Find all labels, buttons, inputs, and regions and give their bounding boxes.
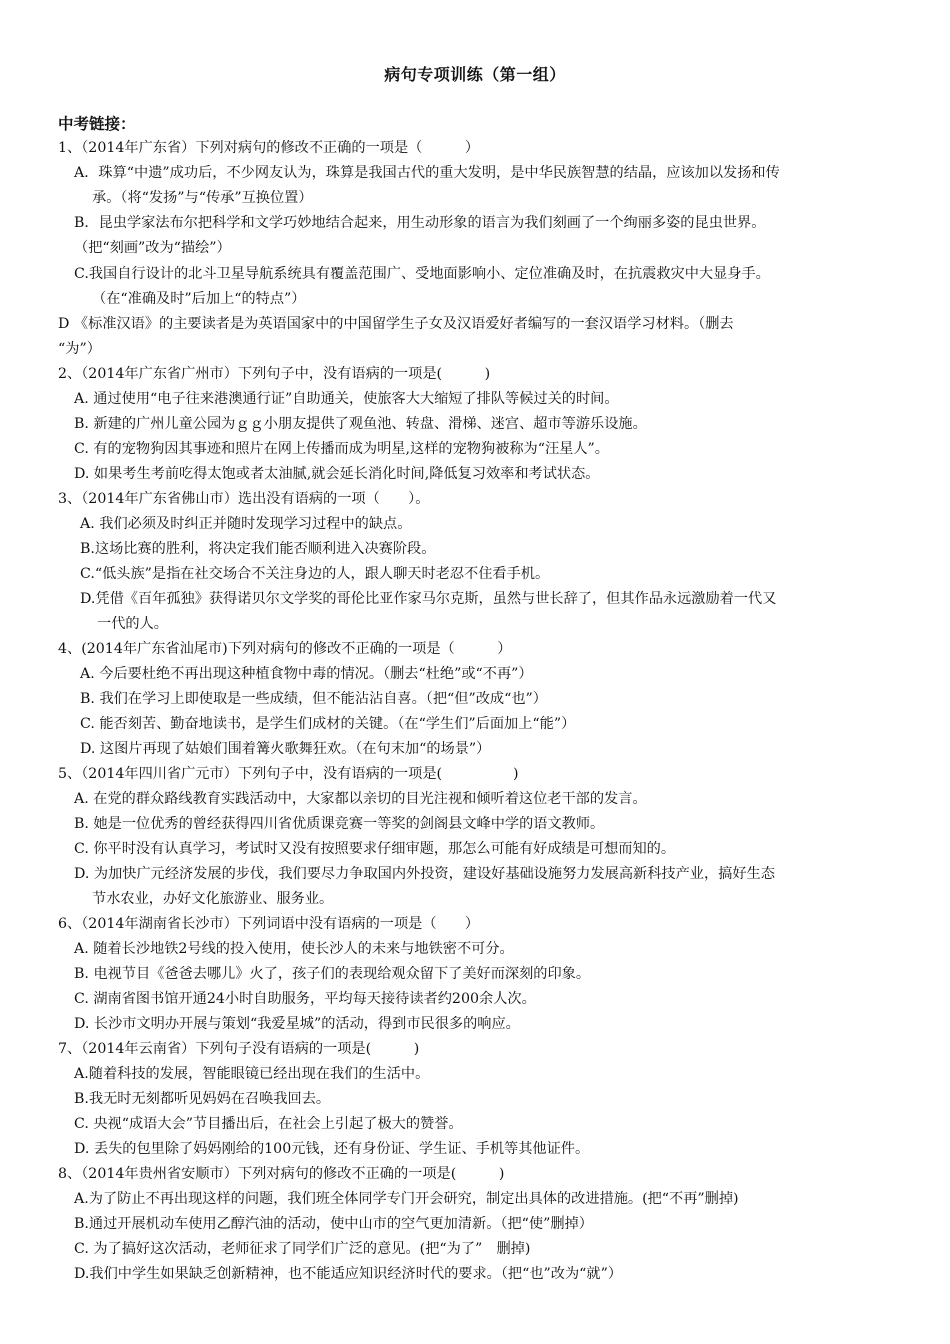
- question-1-option-a: A．珠算“中遗”成功后，不少网友认为，珠算是我国古代的重大发明，是中华民族智慧的结晶，应该加以发扬和传: [74, 165, 780, 181]
- question-4-stem: 4、(2014年广东省汕尾市)下列对病句的修改不正确的一项是（ ）: [58, 641, 512, 657]
- question-3-stem: 3、（2014年广东省佛山市）选出没有语病的一项（ ）。: [58, 491, 430, 507]
- question-2-option-b: B. 新建的广州儿童公园为ｇｇ小朋友提供了观鱼池、转盘、滑梯、迷宫、超市等游乐设施。: [74, 416, 647, 432]
- question-3-option-d-cont: 一代的人。: [97, 616, 168, 632]
- question-7-option-a: A.随着科技的发展，智能眼镜已经出现在我们的生活中。: [74, 1066, 430, 1082]
- question-3-option-b: B.这场比赛的胜利，将决定我们能否顺利进入决赛阶段。: [80, 541, 436, 557]
- question-6-option-c: C. 湖南省图书馆开通24小时自助服务，平均每天接待读者约200余人次。: [74, 991, 536, 1007]
- question-1-option-c-cont: （在“准确及时”后加上“的特点”）: [92, 291, 306, 307]
- question-8-option-a: A.为了防止不再出现这样的问题，我们班全体同学专门开会研究，制定出具体的改进措施。(把“不再”删掉): [74, 1191, 739, 1207]
- question-5-option-b: B. 她是一位优秀的曾经获得四川省优质课竞赛一等奖的剑阁县文峰中学的语文教师。: [74, 816, 605, 832]
- question-7-stem: 7、（2014年云南省）下列句子没有语病的一项是( ): [58, 1041, 420, 1057]
- question-4-option-c: C. 能否刻苦、勤奋地读书，是学生们成材的关键。（在“学生们”后面加上“能”）: [80, 716, 576, 732]
- question-5-stem: 5、（2014年四川省广元市）下列句子中，没有语病的一项是( ): [58, 766, 519, 782]
- question-2-option-d: D. 如果考生考前吃得太饱或者太油腻,就会延长消化时间,降低复习效率和考试状态。: [74, 466, 600, 482]
- question-8-option-d: D.我们中学生如果缺乏创新精神，也不能适应知识经济时代的要求。（把“也”改为“就”）: [74, 1266, 623, 1282]
- section-heading: 中考链接：: [58, 115, 136, 133]
- question-8-stem: 8、（2014年贵州省安顺市）下列对病句的修改不正确的一项是( ): [58, 1166, 505, 1182]
- question-1-option-d-cont: “为”）: [58, 341, 101, 357]
- question-3-option-a: A. 我们必须及时纠正并随时发现学习过程中的缺点。: [80, 516, 412, 532]
- question-6-option-d: D. 长沙市文明办开展与策划“我爱星城”的活动，得到市民很多的响应。: [74, 1016, 520, 1032]
- question-4-option-b: B. 我们在学习上即使取是一些成绩，但不能沾沾自喜。（把“但”改成“也”）: [80, 691, 547, 707]
- question-1-option-c: C.我国自行设计的北斗卫星导航系统具有覆盖范围广、受地面影响小、定位准确及时，在抗震救灾中大显身手。: [74, 266, 770, 282]
- question-7-option-b: B.我无时无刻都听见妈妈在召唤我回去。: [74, 1091, 331, 1107]
- question-2-option-a: A. 通过使用“电子往来港澳通行证”自助通关，使旅客大大缩短了排队等候过关的时间。: [74, 391, 619, 407]
- question-7-option-c: C. 央视“成语大会”节目播出后，在社会上引起了极大的赞誉。: [74, 1116, 463, 1132]
- question-3-option-c: C.“低头族”是指在社交场合不关注身边的人，跟人聊天时老忍不住看手机。: [80, 566, 550, 582]
- question-5-option-c: C. 你平时没有认真学习，考试时又没有按照要求仔细审题，那怎么可能有好成绩是可想而知的。: [74, 841, 676, 857]
- question-8-option-c: C. 为了搞好这次活动，老师征求了同学们广泛的意见。(把“为了” 删掉): [74, 1241, 531, 1257]
- question-6-option-a: A. 随着长沙地铁2号线的投入使用，使长沙人的未来与地铁密不可分。: [74, 941, 514, 957]
- question-1-stem: 1、（2014年广东省）下列对病句的修改不正确的一项是（ ）: [58, 140, 480, 156]
- question-5-option-d-cont: 节水农业，办好文化旅游业、服务业。: [92, 891, 334, 907]
- question-8-option-b: B.通过开展机动车使用乙醇汽油的活动，使中山市的空气更加清新。（把“使”删掉）: [74, 1216, 593, 1232]
- question-5-option-a: A. 在党的群众路线教育实践活动中，大家都以亲切的目光注视和倾听着这位老干部的发言。: [74, 791, 647, 807]
- question-6-stem: 6、（2014年湖南省长沙市）下列词语中没有语病的一项是（ ）: [58, 916, 480, 932]
- question-7-option-d: D. 丢失的包里除了妈妈刚给的100元钱，还有身份证、学生证、手机等其他证件。: [74, 1141, 590, 1157]
- question-5-option-d: D. 为加快广元经济发展的步伐，我们要尽力争取国内外投资，建设好基础设施努力发展高新科技产业，搞好生态: [74, 866, 775, 882]
- question-2-stem: 2、（2014年广东省广州市）下列句子中，没有语病的一项是( ): [58, 366, 491, 382]
- question-6-option-b: B. 电视节目《爸爸去哪儿》火了，孩子们的表现给观众留下了美好而深刻的印象。: [74, 966, 591, 982]
- question-2-option-c: C. 有的宠物狗因其事迹和照片在网上传播而成为明星,这样的宠物狗被称为“汪星人”。: [74, 441, 609, 457]
- question-1-option-b-cont: （把“刻画”改为“描绘”）: [74, 240, 231, 256]
- page-title: 病句专项训练（第一组）: [384, 65, 566, 84]
- question-1-option-d: D 《标准汉语》的主要读者是为英语国家中的中国留学生子女及汉语爱好者编写的一套汉语学习材料。（删去: [58, 316, 734, 332]
- question-1-option-a-cont: 承。（将“发扬”与“传承”互换位置）: [92, 190, 313, 206]
- question-4-option-d: D. 这图片再现了姑娘们围着篝火歌舞狂欢。（在句末加“的场景”）: [80, 741, 491, 757]
- question-3-option-d: D.凭借《百年孤独》获得诺贝尔文学奖的哥伦比亚作家马尔克斯，虽然与世长辞了，但其作品永远激励着一代又: [80, 591, 777, 607]
- question-4-option-a: A. 今后要杜绝不再出现这种植食物中毒的情况。（删去“杜绝”或“不再”）: [80, 666, 533, 682]
- question-1-option-b: B．昆虫学家法布尔把科学和文学巧妙地结合起来，用生动形象的语言为我们刻画了一个绚丽多姿的昆虫世界。: [74, 215, 766, 231]
